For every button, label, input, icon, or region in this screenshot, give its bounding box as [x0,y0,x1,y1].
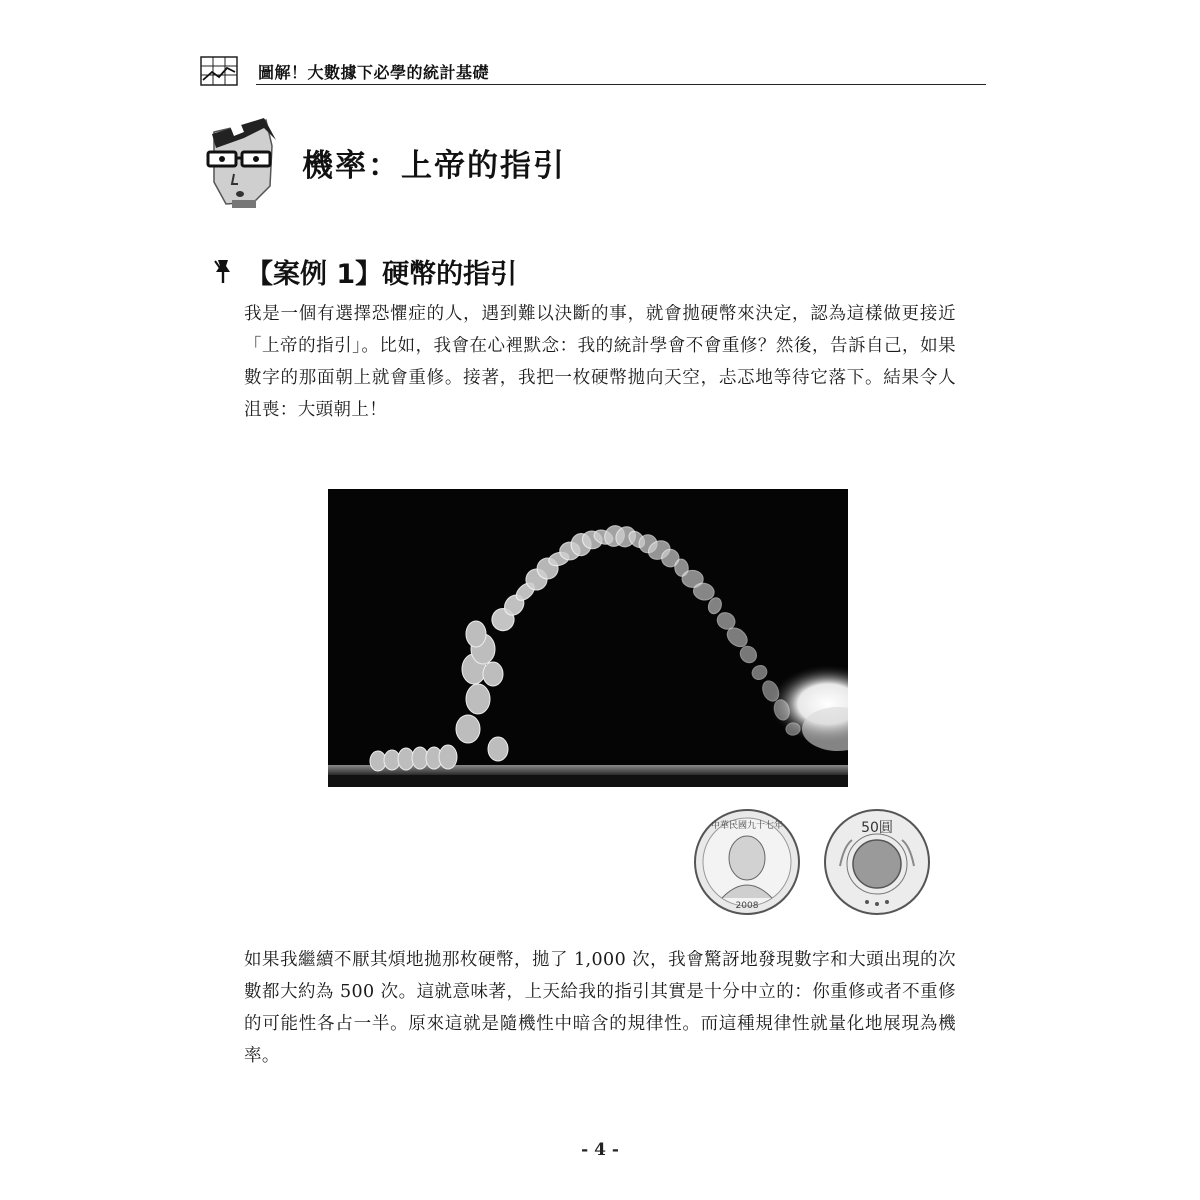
coin-toss-photo-drawing [328,489,848,787]
body-paragraph-2: 如果我繼續不厭其煩地拋那枚硬幣，拋了 1,000 次，我會驚訝地發現數字和大頭出現的次數都大約為 500 次。這就意味著，上天給我的指引其實是十分中立的：你重修或者不重修的可能性各占一半。原來這就是隨機性中暗含的規律性。而這種規律性就量化地展現為機率。 [244,950,956,1066]
coin-toss-stroboscopic-photo [328,489,848,787]
pushpin-icon [212,258,234,284]
running-header [200,56,986,88]
coin-front-year: 2008 [735,901,759,911]
section-title: 【案例 1】硬幣的指引 [246,259,518,290]
coin-back-value: 50圓 [861,820,893,836]
coin-back-50 [822,806,932,918]
header-rule [256,84,986,85]
body-paragraph-1: 我是一個有選擇恐懼症的人，遇到難以決斷的事，就會拋硬幣來決定，認為這樣做更接近「上帝的指引」。比如，我會在心裡默念：我的統計學會不會重修？然後，告訴自己，如果數字的那面朝上就會重修。接著，我把一枚硬幣拋向天空，忐忑地等待它落下。結果令人沮喪：大頭朝上！ [244,304,956,420]
coin-front-arc-text: 中華民國九十七年 [710,821,784,831]
chart-grid-icon [200,56,238,86]
mascot-face-icon [204,112,284,208]
page-number: - 4 - [581,1140,619,1160]
chapter-title: 機率：上帝的指引 [302,148,566,184]
header-title: 圖解！大數據下必學的統計基礎 [258,63,490,82]
coin-front-portrait [692,806,802,918]
